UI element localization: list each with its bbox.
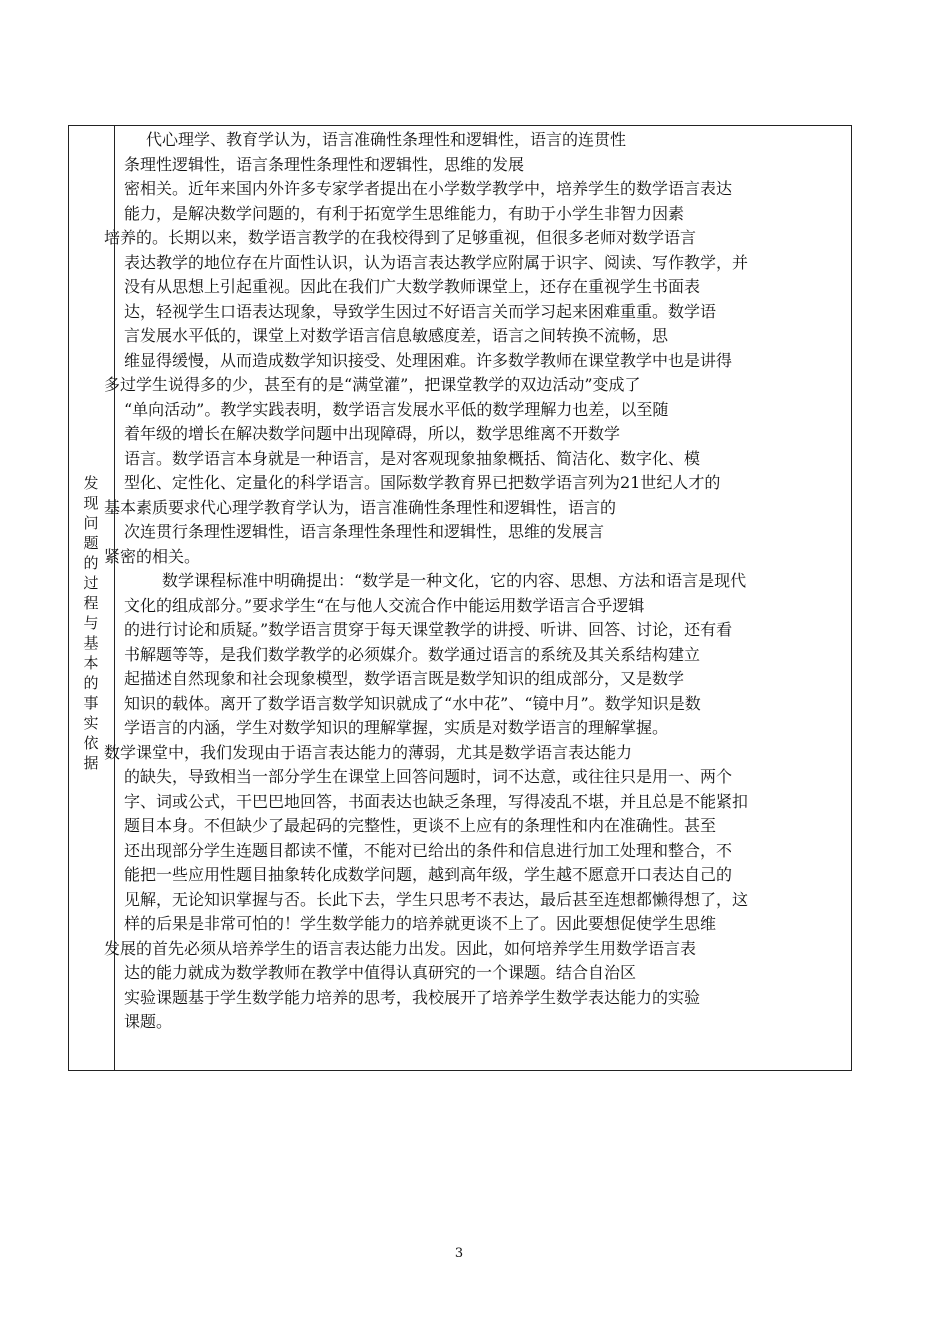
text-line: 数学课程标准中明确提出：“数学是一种文化，它的内容、思想、方法和语言是现代: [162, 571, 747, 590]
text-line: 语言。数学语言本身就是一种语言，是对客观现象抽象概括、简洁化、数字化、模: [124, 448, 701, 468]
text-line: 数学课堂中，我们发现由于语言表达能力的薄弱，尤其是数学语言表达能力: [104, 742, 633, 762]
text-line: 言发展水平低的，课堂上对数学语言信息敏感度差，语言之间转换不流畅，思: [124, 326, 669, 345]
text-line: 的进行讨论和质疑。”数学语言贯穿于每天课堂教学的讲授、听讲、回答、讨论，还有看: [124, 620, 733, 639]
text-line: 实验课题基于学生数学能力培养的思考，我校展开了培养学生数学表达能力的实验: [124, 987, 701, 1007]
text-line: 发展的首先必须从培养学生的语言表达能力出发。因此，如何培养学生用数学语言表: [104, 938, 697, 958]
text-line: 维显得缓慢，从而造成数学知识接受、处理困难。许多数学教师在课堂教学中也是讲得: [124, 350, 733, 370]
text-line: 能把一些应用性题目抽象转化成数学问题，越到高年级，学生越不愿意开口表达自己的: [124, 865, 733, 884]
text-line: 达的能力就成为数学教师在教学中值得认真研究的一个课题。结合自治区: [124, 963, 637, 982]
text-line: 没有从思想上引起重视。因此在我们广大数学教师课堂上，还存在重视学生书面表: [124, 277, 701, 296]
text-line: 课题。: [124, 1012, 173, 1031]
text-line: 着年级的增长在解决数学问题中出现障碍，所以，数学思维离不开数学: [124, 424, 621, 443]
text-line: 题目本身。不但缺少了最起码的完整性，更谈不上应有的条理性和内在准确性。甚至: [124, 816, 717, 835]
text-line: 见解，无论知识掌握与否。长此下去，学生只思考不表达，最后甚至连想都懒得想了，这: [124, 889, 749, 909]
text-line: 起描述自然现象和社会现象模型，数学语言既是数学知识的组成部分，又是数学: [124, 669, 685, 688]
text-line: “单向活动”。教学实践表明，数学语言发展水平低的数学理解力也差，以至随: [124, 399, 669, 419]
text-line: 达，轻视学生口语表达现象，导致学生因过不好语言关而学习起来困难重重。数学语: [124, 301, 717, 321]
text-line: 培养的。长期以来，数学语言教学的在我校得到了足够重视，但很多老师对数学语言: [104, 228, 697, 247]
text-line: 文化的组成部分。”要求学生“在与他人交流合作中能运用数学语言合乎逻辑: [124, 595, 645, 615]
text-line: 基本素质要求代心理学教育学认为，语言准确性条理性和逻辑性，语言的: [104, 497, 617, 517]
text-line: 学语言的内涵，学生对数学知识的理解掌握，实质是对数学语言的理解掌握。: [124, 718, 669, 737]
text-line: 代心理学、教育学认为，语言准确性条理性和逻辑性，语言的连贯性: [146, 130, 627, 149]
text-line: 型化、定性化、定量化的科学语言。国际数学教育界已把数学语言列为21世纪人才的: [124, 473, 721, 492]
body-text: [104, 128, 844, 1035]
row-header-label: 发现问题的过程与基本的事实依据: [83, 474, 99, 772]
text-line: 字、词或公式，干巴巴地回答，书面表达也缺乏条理，写得凌乱不堪，并且总是不能紧扣: [124, 791, 749, 811]
text-line: 样的后果是非常可怕的！学生数学能力的培养就更谈不上了。因此要想促使学生思维: [124, 914, 717, 933]
text-line: 能力，是解决数学问题的，有利于拓宽学生思维能力，有助于小学生非智力因素: [124, 203, 685, 223]
text-line: 知识的载体。离开了数学语言数学知识就成了“水中花”、“镜中月”。数学知识是数: [124, 693, 701, 713]
text-line: 书解题等等，是我们数学教学的必须媒介。数学通过语言的系统及其关系结构建立: [124, 644, 701, 664]
text-line: 的缺失，导致相当一部分学生在课堂上回答问题时，词不达意，或往往只是用一、两个: [124, 767, 733, 786]
text-line: 次连贯行条理性逻辑性，语言条理性条理性和逻辑性，思维的发展言: [124, 522, 605, 541]
text-line: 紧密的相关。: [104, 546, 201, 566]
text-line: 多过学生说得多的少，甚至有的是“满堂灌”，把课堂教学的双边活动”变成了: [104, 375, 641, 394]
text-line: 条理性逻辑性，语言条理性条理性和逻辑性，思维的发展: [124, 154, 525, 174]
text-line: 还出现部分学生连题目都读不懂，不能对已给出的条件和信息进行加工处理和整合，不: [124, 840, 733, 860]
text-line: 密相关。近年来国内外许多专家学者提出在小学数学教学中，培养学生的数学语言表达: [124, 179, 733, 198]
page-number: 3: [454, 1246, 464, 1261]
text-line: 表达教学的地位存在片面性认识，认为语言表达教学应附属于识字、阅读、写作教学，并: [124, 252, 749, 272]
